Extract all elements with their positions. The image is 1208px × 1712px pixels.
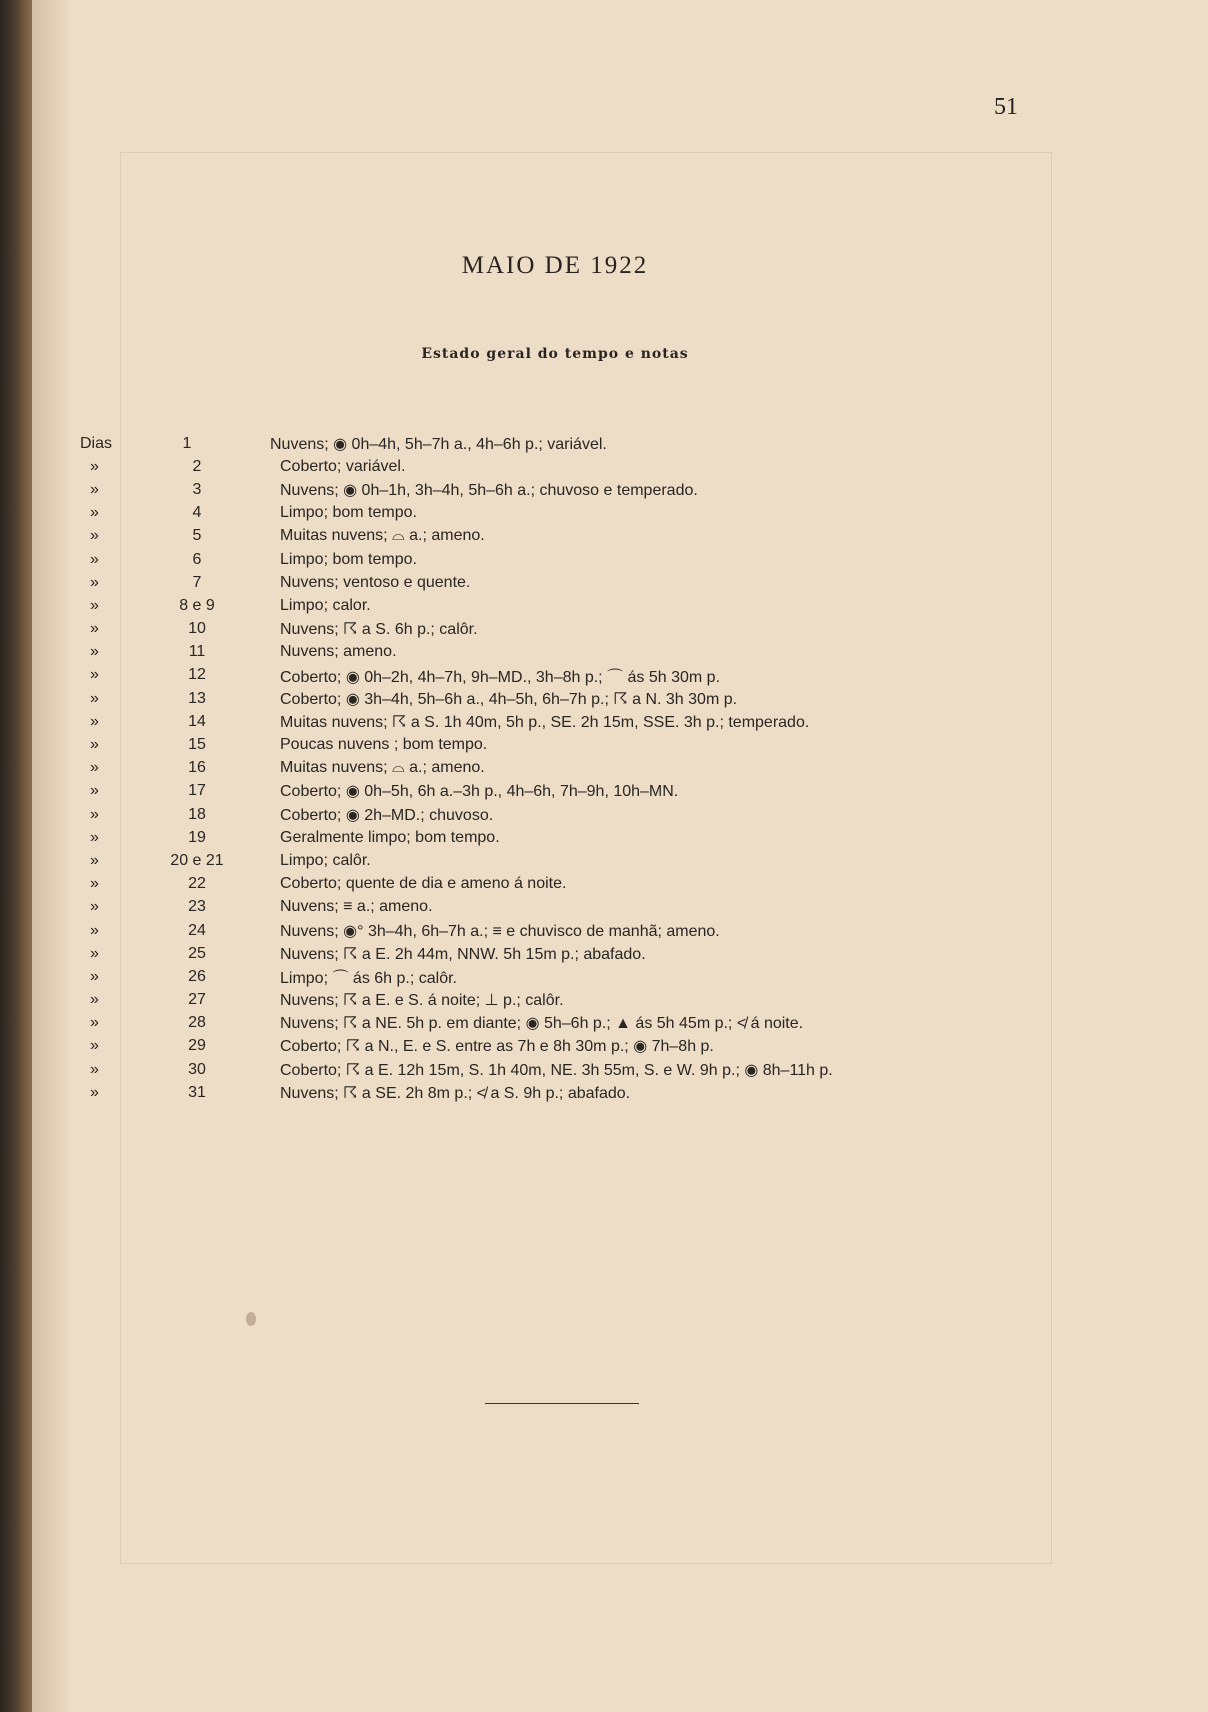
page-title: MAIO DE 1922 <box>461 252 649 279</box>
entry-note: Coberto; ◉ 0h–2h, 4h–7h, 9h–MD., 3h–8h p.; ⌒ ás 5h 30m p. <box>280 668 721 686</box>
entry-day: 26 <box>188 967 206 985</box>
ditto-mark: » <box>90 759 99 777</box>
entry-note: Geralmente limpo; bom tempo. <box>280 828 500 846</box>
closing-rule <box>485 1403 639 1404</box>
entry-note: Nuvens; ☈ a NE. 5h p. em diante; ◉ 5h–6h p.; ▲ ás 5h 45m p.; ≮ á noite. <box>280 1015 804 1033</box>
entry-day: 3 <box>192 480 202 498</box>
entry-day: 16 <box>188 759 206 777</box>
ditto-mark: » <box>90 782 99 800</box>
entry-row <box>80 965 840 988</box>
entry-note: Coberto; ◉ 0h–5h, 6h a.–3h p., 4h–6h, 7h–9h, 10h–MN. <box>280 783 679 801</box>
entry-row <box>80 664 840 687</box>
weather-notes-table <box>80 432 840 1104</box>
ditto-mark: » <box>90 828 99 846</box>
ditto-mark: » <box>90 875 99 893</box>
entry-day: 6 <box>192 550 202 568</box>
entry-row <box>80 548 840 571</box>
entry-note: Muitas nuvens; ⌓ a.; ameno. <box>280 527 485 545</box>
entry-note: Nuvens; ☈ a S. 6h p.; calôr. <box>280 621 478 639</box>
entry-note: Limpo; calor. <box>280 596 371 614</box>
ditto-mark: » <box>90 921 99 939</box>
entry-day: 24 <box>188 921 206 939</box>
entry-note: Poucas nuvens ; bom tempo. <box>280 736 488 754</box>
ditto-mark: » <box>90 1037 99 1055</box>
entry-note: Nuvens; ☈ a SE. 2h 8m p.; ≮ a S. 9h p.; abafado. <box>280 1084 631 1102</box>
entry-row <box>80 757 840 780</box>
entry-note: Nuvens; ameno. <box>280 643 397 661</box>
book-spine <box>0 0 32 1712</box>
entry-note: Coberto; ☈ a N., E. e S. entre as 7h e 8h 30m p.; ◉ 7h–8h p. <box>280 1038 714 1056</box>
entry-note: Nuvens; ☈ a E. 2h 44m, NNW. 5h 15m p.; abafado. <box>280 945 646 963</box>
entry-row <box>80 1012 840 1035</box>
entry-note: Nuvens; ≡ a.; ameno. <box>280 898 433 916</box>
entry-note: Nuvens; ◉ 0h–4h, 5h–7h a., 4h–6h p.; variável. <box>270 435 607 453</box>
ditto-mark: » <box>90 689 99 707</box>
entry-day: 27 <box>188 991 206 1009</box>
entry-note: Muitas nuvens; ⌓ a.; ameno. <box>280 759 485 777</box>
entry-day: 17 <box>188 782 206 800</box>
ditto-mark: » <box>90 991 99 1009</box>
entry-note: Limpo; ⌒ ás 6h p.; calôr. <box>280 970 457 988</box>
entry-day: 12 <box>188 666 206 684</box>
entry-note: Muitas nuvens; ☈ a S. 1h 40m, 5h p., SE. 2h 15m, SSE. 3h p.; temperado. <box>280 713 810 731</box>
entry-row <box>80 502 840 525</box>
column-label: Dias <box>80 434 113 452</box>
entry-row <box>80 618 840 641</box>
ditto-mark: » <box>90 457 99 475</box>
ditto-mark: » <box>90 643 99 661</box>
entry-day: 29 <box>188 1037 206 1055</box>
entry-day: 7 <box>192 573 202 591</box>
entry-row <box>80 594 840 617</box>
ditto-mark: » <box>90 967 99 985</box>
entry-day: 2 <box>192 457 202 475</box>
entry-row <box>80 641 840 664</box>
entry-note: Coberto; ◉ 2h–MD.; chuvoso. <box>280 806 494 824</box>
entry-note: Limpo; bom tempo. <box>280 550 417 568</box>
entry-note: Nuvens; ventoso e quente. <box>280 573 471 591</box>
ditto-mark: » <box>90 550 99 568</box>
entry-row <box>80 919 840 942</box>
entry-row <box>80 525 840 548</box>
entry-note: Nuvens; ☈ a E. e S. á noite; ⊥ p.; calôr. <box>280 992 564 1010</box>
entry-day: 5 <box>192 527 202 545</box>
page-number: 51 <box>994 94 1018 120</box>
entry-row <box>80 478 840 501</box>
ditto-mark: » <box>90 504 99 522</box>
entry-row <box>80 849 840 872</box>
ditto-mark: » <box>90 712 99 730</box>
entry-day: 1 <box>182 434 192 452</box>
entry-day: 15 <box>188 736 206 754</box>
ditto-mark: » <box>90 666 99 684</box>
entry-day: 30 <box>188 1060 206 1078</box>
entry-row <box>80 571 840 594</box>
ditto-mark: » <box>90 596 99 614</box>
entry-day: 18 <box>188 805 206 823</box>
entry-day: 4 <box>192 504 202 522</box>
entry-note: Coberto; ☈ a E. 12h 15m, S. 1h 40m, NE. 3h 55m, S. e W. 9h p.; ◉ 8h–11h p. <box>280 1061 833 1079</box>
entry-day: 28 <box>188 1014 206 1032</box>
ditto-mark: » <box>90 1014 99 1032</box>
entry-day: 8 e 9 <box>179 596 215 614</box>
ditto-mark: » <box>90 805 99 823</box>
entry-row <box>80 1081 840 1104</box>
entry-row <box>80 432 840 455</box>
ditto-mark: » <box>90 736 99 754</box>
entry-row <box>80 826 840 849</box>
entry-note: Limpo; calôr. <box>280 851 371 869</box>
entry-row <box>80 896 840 919</box>
entry-row <box>80 942 840 965</box>
ditto-mark: » <box>90 527 99 545</box>
entry-row <box>80 989 840 1012</box>
entry-day: 23 <box>188 898 206 916</box>
entry-day: 20 e 21 <box>170 851 224 869</box>
entry-day: 19 <box>188 828 206 846</box>
entry-row <box>80 687 840 710</box>
entry-note: Coberto; variável. <box>280 457 406 475</box>
entry-row <box>80 1035 840 1058</box>
ditto-mark: » <box>90 944 99 962</box>
entry-row <box>80 455 840 478</box>
ditto-mark: » <box>90 573 99 591</box>
entry-day: 10 <box>188 620 206 638</box>
entry-row <box>80 733 840 756</box>
ditto-mark: » <box>90 851 99 869</box>
entry-note: Nuvens; ◉ 0h–1h, 3h–4h, 5h–6h a.; chuvoso e temperado. <box>280 481 698 499</box>
entry-note: Coberto; ◉ 3h–4h, 5h–6h a., 4h–5h, 6h–7h p.; ☈ a N. 3h 30m p. <box>280 690 738 708</box>
entry-day: 31 <box>188 1083 206 1101</box>
entry-row <box>80 710 840 733</box>
entry-row <box>80 1058 840 1081</box>
entry-note: Coberto; quente de dia e ameno á noite. <box>280 875 567 893</box>
entry-day: 14 <box>188 712 206 730</box>
entry-day: 13 <box>188 689 206 707</box>
entry-day: 22 <box>188 875 206 893</box>
ditto-mark: » <box>90 620 99 638</box>
ditto-mark: » <box>90 480 99 498</box>
entry-day: 11 <box>188 643 206 661</box>
entry-row <box>80 873 840 896</box>
ditto-mark: » <box>90 898 99 916</box>
ditto-mark: » <box>90 1060 99 1078</box>
entry-row <box>80 803 840 826</box>
entry-note: Limpo; bom tempo. <box>280 504 417 522</box>
entry-day: 25 <box>188 944 206 962</box>
ditto-mark: » <box>90 1083 99 1101</box>
page-subtitle: Estado geral do tempo e notas <box>421 346 689 362</box>
page-stain <box>246 1312 256 1326</box>
entry-note: Nuvens; ◉° 3h–4h, 6h–7h a.; ≡ e chuvisco de manhã; ameno. <box>280 922 720 940</box>
entry-row <box>80 780 840 803</box>
